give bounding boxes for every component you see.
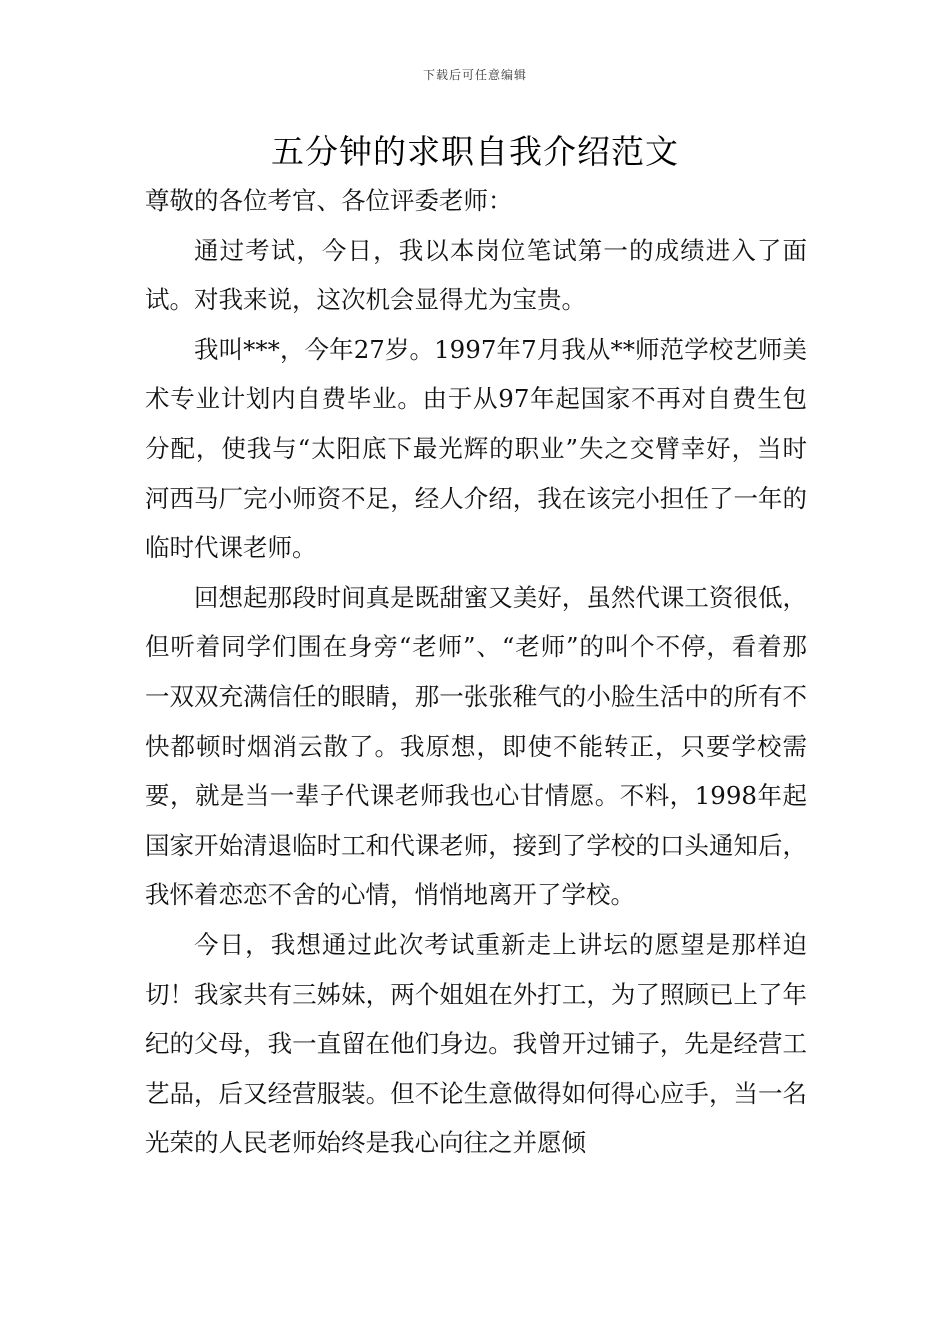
paragraph-4: 今日，我想通过此次考试重新走上讲坛的愿望是那样迫切！我家共有三姊妹，两个姐姐在外打工，为了照顾已上了年纪的父母，我一直留在他们身边。我曾开过铺子，先是经营工艺品，后又经营服装。但不论生意做得如何得心应手，当一名光荣的人民老师始终是我心向往之并愿倾 bbox=[145, 929, 807, 1158]
header-note: 下载后可任意编辑 bbox=[422, 68, 527, 82]
page-title: 五分钟的求职自我介绍范文 bbox=[271, 132, 679, 171]
paragraph-1: 通过考试，今日，我以本岗位笔试第一的成绩进入了面试。对我来说，这次机会显得尤为宝贵。 bbox=[145, 235, 807, 315]
paragraph-3: 回想起那段时间真是既甜蜜又美好，虽然代课工资很低，但听着同学们围在身旁“老师”、“老师”的叫个不停，看着那一双双充满信任的眼睛，那一张张稚气的小脸生活中的所有不快都顿时烟消云散了。我原想，即使不能转正，只要学校需要，就是当一辈子代课老师我也心甘情愿。不料，1998年起国家开始清退临时工和代课老师，接到了学校的口头通知后，我怀着恋恋不舍的心情，悄悄地离开了学校。 bbox=[145, 582, 807, 910]
document-body bbox=[145, 176, 807, 1168]
salutation: 尊敬的各位考官、各位评委老师： bbox=[145, 186, 513, 215]
paragraph-2: 我叫***，今年27岁。1997年7月我从**师范学校艺师美术专业计划内自费毕业。由于从97年起国家不再对自费生包分配，使我与“太阳底下最光辉的职业”失之交臂幸好，当时河西马厂完小师资不足，经人介绍，我在该完小担任了一年的临时代课老师。 bbox=[145, 334, 807, 563]
